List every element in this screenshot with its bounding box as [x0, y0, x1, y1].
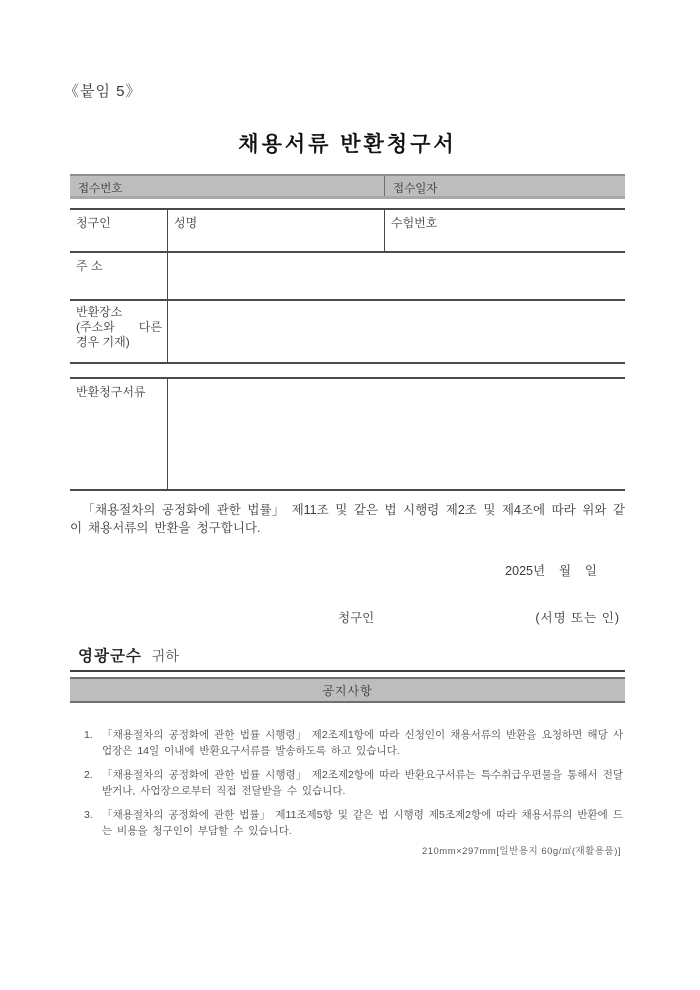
return-place-row [70, 299, 625, 364]
notice-item-number: 2. [84, 769, 93, 781]
notice-item-number: 1. [84, 729, 93, 741]
notice-item-text: 「채용절차의 공정화에 관한 법률 시행령」 제2조제2항에 따라 반환요구서류는 특수취급우편물을 통해서 전달받거나, 사업장으로부터 직접 전달받을 수 있습니다. [102, 769, 623, 797]
receipt-number-label: 접수번호 [78, 183, 123, 195]
receipt-date-cell [385, 176, 625, 196]
signature-claimant-label: 청구인 [338, 611, 375, 625]
document-content [64, 0, 625, 848]
attachment-label: 《붙임 5》 [64, 83, 142, 100]
claimant-form-table [70, 208, 625, 364]
notice-item [84, 728, 623, 759]
requested-documents-row [70, 377, 625, 491]
signature-note: (서명 또는 인) [535, 611, 620, 625]
notice-header-bar [70, 677, 625, 703]
date-line[interactable]: 2025년 월 일 [505, 564, 597, 578]
return-place-line2: (주소와 다른 [76, 320, 162, 334]
request-statement: 「채용절차의 공정화에 관한 법률」 제11조 및 같은 법 시행령 제2조 및 제4조에 따라 위와 같이 채용서류의 반환을 청구합니다. [70, 503, 625, 535]
address-label: 주 소 [70, 253, 168, 299]
recipient-line [70, 644, 625, 666]
receipt-header-row [70, 174, 625, 199]
notice-item-text: 「채용절차의 공정화에 관한 법률 시행령」 제2조제1항에 따라 신청인이 채용서류의 반환을 요청하면 해당 사업장은 14일 이내에 반환요구서류를 발송하도록 하고 있습니다. [102, 729, 623, 757]
paper-spec-note: 210mm×297mm[일반용지 60g/㎡(재활용품)] [421, 846, 621, 857]
requested-documents-label: 반환청구서류 [70, 379, 168, 489]
receipt-number-cell [70, 176, 385, 196]
recipient-honorific: 귀하 [151, 648, 179, 664]
return-place-line1: 반환장소 [76, 305, 123, 319]
return-place-label [70, 301, 168, 362]
address-row [70, 251, 625, 299]
claimant-row [70, 208, 625, 251]
recipient-name: 영광군수 [78, 648, 142, 665]
notice-item-number: 3. [84, 809, 93, 821]
notice-list [70, 728, 625, 839]
exam-number-label: 수험번호 [391, 216, 438, 230]
divider-line [70, 670, 625, 672]
notice-title: 공지사항 [322, 683, 373, 698]
notice-item [84, 808, 623, 839]
notice-item-text: 「채용절차의 공정화에 관한 법률」 제11조제5항 및 같은 법 시행령 제5조제2항에 따라 채용서류의 반환에 드는 비용을 청구인이 부담할 수 있습니다. [102, 809, 623, 837]
notice-item [84, 768, 623, 799]
receipt-date-label: 접수일자 [393, 183, 438, 195]
exam-number-cell[interactable] [385, 210, 625, 251]
requested-documents-table [70, 377, 625, 491]
requested-documents-value-cell[interactable] [168, 379, 625, 489]
claimant-label: 청구인 [70, 210, 168, 251]
return-place-line3: 경우 기재) [76, 335, 130, 349]
signature-row [70, 608, 625, 624]
return-place-value-cell[interactable] [168, 301, 625, 362]
name-cell[interactable] [168, 210, 385, 251]
page-title: 채용서류 반환청구서 [238, 133, 457, 156]
address-value-cell[interactable] [168, 253, 625, 299]
name-label: 성명 [174, 216, 198, 230]
